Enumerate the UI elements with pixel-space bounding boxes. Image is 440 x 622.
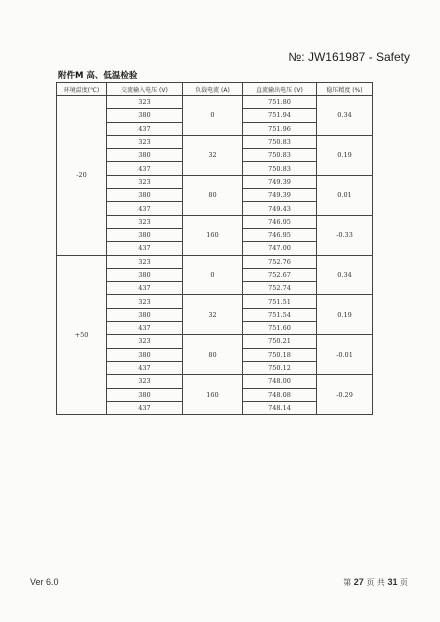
ac-voltage-cell: 437 bbox=[107, 322, 183, 335]
ac-voltage-cell: 380 bbox=[107, 308, 183, 321]
dc-voltage-cell: 750.12 bbox=[243, 361, 317, 374]
ac-voltage-cell: 380 bbox=[107, 268, 183, 281]
load-current-cell: 0 bbox=[183, 255, 243, 295]
load-current-cell: 160 bbox=[183, 215, 243, 255]
appendix-title: 附件M 高、低温检验 bbox=[58, 71, 138, 81]
ac-voltage-cell: 323 bbox=[107, 255, 183, 268]
temperature-cell: -20 bbox=[57, 96, 107, 256]
load-current-cell: 0 bbox=[183, 96, 243, 136]
dc-voltage-cell: 746.95 bbox=[243, 228, 317, 241]
header-temperature: 环境温度(℃) bbox=[57, 83, 107, 96]
dc-voltage-cell: 752.74 bbox=[243, 282, 317, 295]
dc-voltage-cell: 751.51 bbox=[243, 295, 317, 308]
ac-voltage-cell: 380 bbox=[107, 189, 183, 202]
dc-voltage-cell: 751.60 bbox=[243, 322, 317, 335]
table-header-row bbox=[57, 83, 373, 96]
dc-voltage-cell: 750.21 bbox=[243, 335, 317, 348]
ac-voltage-cell: 380 bbox=[107, 348, 183, 361]
dc-voltage-cell: 752.67 bbox=[243, 268, 317, 281]
ac-voltage-cell: 323 bbox=[107, 335, 183, 348]
dc-voltage-cell: 752.76 bbox=[243, 255, 317, 268]
dc-voltage-cell: 748.08 bbox=[243, 388, 317, 401]
ac-voltage-cell: 380 bbox=[107, 388, 183, 401]
ac-voltage-cell: 380 bbox=[107, 149, 183, 162]
ac-voltage-cell: 437 bbox=[107, 282, 183, 295]
load-current-cell: 80 bbox=[183, 175, 243, 215]
ac-voltage-cell: 323 bbox=[107, 295, 183, 308]
ac-voltage-cell: 437 bbox=[107, 361, 183, 374]
dc-voltage-cell: 749.43 bbox=[243, 202, 317, 215]
ac-voltage-cell: 323 bbox=[107, 215, 183, 228]
ac-voltage-cell: 380 bbox=[107, 228, 183, 241]
accuracy-cell: 0.34 bbox=[317, 255, 373, 295]
dc-voltage-cell: 751.54 bbox=[243, 308, 317, 321]
dc-voltage-cell: 748.00 bbox=[243, 375, 317, 388]
accuracy-cell: 0.34 bbox=[317, 96, 373, 136]
table-body bbox=[57, 96, 373, 415]
ac-voltage-cell: 437 bbox=[107, 122, 183, 135]
accuracy-cell: 0.01 bbox=[317, 175, 373, 215]
dc-voltage-cell: 751.94 bbox=[243, 109, 317, 122]
dc-voltage-cell: 750.83 bbox=[243, 135, 317, 148]
accuracy-cell: 0.19 bbox=[317, 295, 373, 335]
page-middle: 页 共 bbox=[366, 578, 385, 587]
dc-voltage-cell: 750.18 bbox=[243, 348, 317, 361]
ac-voltage-cell: 323 bbox=[107, 175, 183, 188]
header-regulation-accuracy: 稳压精度 (%) bbox=[317, 83, 373, 96]
load-current-cell: 80 bbox=[183, 335, 243, 375]
accuracy-cell: -0.33 bbox=[317, 215, 373, 255]
dc-voltage-cell: 748.14 bbox=[243, 401, 317, 414]
load-current-cell: 32 bbox=[183, 135, 243, 175]
dc-voltage-cell: 746.95 bbox=[243, 215, 317, 228]
ac-voltage-cell: 437 bbox=[107, 401, 183, 414]
test-results-table bbox=[56, 82, 373, 415]
header-load-current: 负载电流 (A) bbox=[183, 83, 243, 96]
dc-voltage-cell: 751.96 bbox=[243, 122, 317, 135]
page-current: 27 bbox=[353, 577, 364, 587]
ac-voltage-cell: 437 bbox=[107, 202, 183, 215]
accuracy-cell: -0.29 bbox=[317, 375, 373, 415]
ac-voltage-cell: 323 bbox=[107, 135, 183, 148]
ac-voltage-cell: 323 bbox=[107, 375, 183, 388]
accuracy-cell: -0.01 bbox=[317, 335, 373, 375]
ac-voltage-cell: 323 bbox=[107, 96, 183, 109]
dc-voltage-cell: 749.39 bbox=[243, 175, 317, 188]
dc-voltage-cell: 751.80 bbox=[243, 96, 317, 109]
accuracy-cell: 0.19 bbox=[317, 135, 373, 175]
version-label: Ver 6.0 bbox=[30, 577, 59, 587]
page-prefix: 第 bbox=[343, 578, 352, 587]
dc-voltage-cell: 747.00 bbox=[243, 242, 317, 255]
table-row bbox=[57, 96, 373, 109]
load-current-cell: 160 bbox=[183, 375, 243, 415]
dc-voltage-cell: 749.39 bbox=[243, 189, 317, 202]
dc-voltage-cell: 750.83 bbox=[243, 162, 317, 175]
table-row bbox=[57, 255, 373, 268]
ac-voltage-cell: 437 bbox=[107, 162, 183, 175]
page-total: 31 bbox=[387, 577, 398, 587]
ac-voltage-cell: 437 bbox=[107, 242, 183, 255]
page-suffix: 页 bbox=[400, 578, 408, 587]
ac-voltage-cell: 380 bbox=[107, 109, 183, 122]
dc-voltage-cell: 750.83 bbox=[243, 149, 317, 162]
temperature-cell: +50 bbox=[57, 255, 107, 415]
header-ac-input-voltage: 交流输入电压 (V) bbox=[107, 83, 183, 96]
page-indicator bbox=[343, 577, 408, 588]
header-dc-output-voltage: 直流输出电压 (V) bbox=[243, 83, 317, 96]
load-current-cell: 32 bbox=[183, 295, 243, 335]
document-number: №: JW161987 - Safety bbox=[288, 50, 410, 64]
